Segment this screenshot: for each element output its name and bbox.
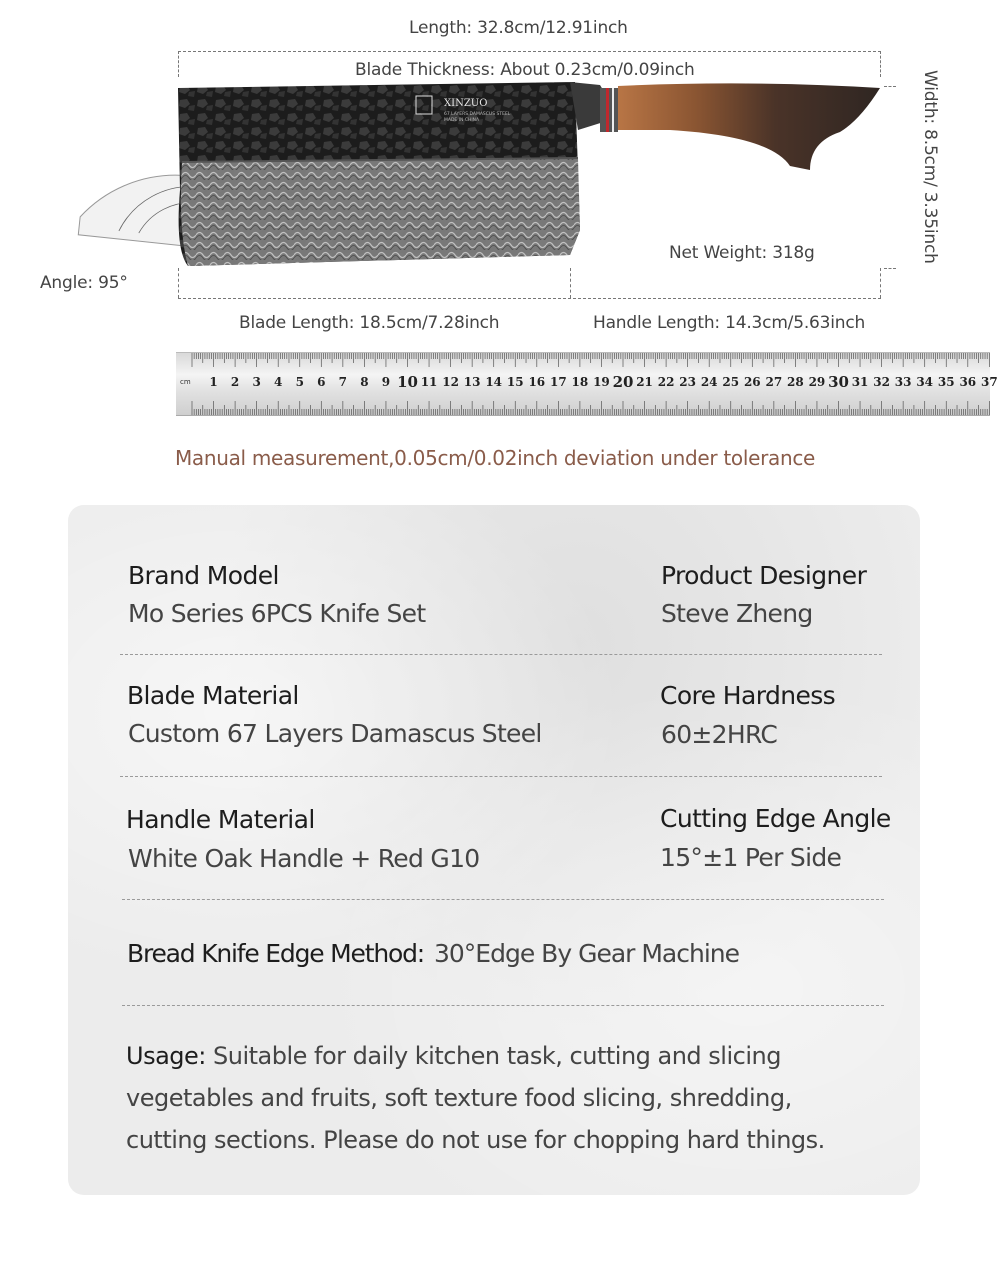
width-label: Width: 8.5cm/ 3.35inch (920, 70, 940, 264)
net-weight-label: Net Weight: 318g (669, 243, 815, 263)
ruler-number: 12 (442, 375, 459, 389)
ruler-number: 28 (787, 375, 804, 389)
blade-material-value: Custom 67 Layers Damascus Steel (128, 719, 542, 748)
separator (122, 899, 884, 900)
knife-illustration (70, 70, 890, 280)
ruler-number: 22 (657, 375, 675, 389)
ruler-number: 3 (252, 375, 261, 389)
ruler-number: 27 (765, 375, 783, 389)
ruler-number: 25 (722, 375, 740, 389)
ruler-number: 24 (700, 375, 718, 389)
ruler-number: 20 (612, 373, 634, 391)
ruler-number: 10 (397, 373, 418, 391)
ruler-number: 11 (420, 375, 438, 389)
ruler-number: 17 (549, 375, 567, 389)
ruler-number: 18 (571, 375, 589, 389)
ruler-number: 33 (894, 375, 912, 389)
ruler-number: 16 (528, 375, 546, 389)
ruler-number: 6 (317, 375, 326, 389)
separator (120, 776, 882, 777)
handle-material-value: White Oak Handle + Red G10 (128, 844, 480, 873)
core-hardness-title: Core Hardness (660, 681, 836, 710)
blade-length-label: Blade Length: 18.5cm/7.28inch (239, 313, 500, 333)
core-hardness-value: 60±2HRC (661, 720, 778, 749)
blade-thickness-label: Blade Thickness: About 0.23cm/0.09inch (355, 60, 695, 80)
usage-text: Suitable for daily kitchen task, cutting and slicing vegetables and fruits, soft texture food slicing, shredding, cutting sections. Please do not use for chopping hard things. (126, 1042, 825, 1154)
handle-length-label: Handle Length: 14.3cm/5.63inch (593, 313, 866, 333)
blade-material-title: Blade Material (127, 681, 299, 710)
handle-material-title: Handle Material (126, 805, 315, 834)
ruler-number: 19 (593, 375, 610, 389)
separator (122, 1005, 884, 1006)
ruler-number: 37 (980, 375, 998, 389)
designer-title: Product Designer (661, 561, 867, 590)
usage-paragraph (126, 1035, 866, 1161)
ruler-number: 29 (808, 375, 826, 389)
lower-dashline (178, 298, 881, 299)
ruler-number: 13 (463, 375, 481, 389)
ruler-number: 7 (338, 375, 348, 389)
ruler-number: 36 (959, 375, 977, 389)
ruler-number: 9 (381, 375, 391, 389)
ruler-number: 35 (937, 375, 955, 389)
ruler-number: 4 (274, 375, 283, 389)
ruler-number: 30 (828, 373, 849, 391)
ruler-number: 5 (295, 375, 304, 389)
ruler-number: 15 (506, 375, 524, 389)
ruler-number: 1 (209, 375, 218, 389)
ruler-number: 32 (873, 375, 890, 389)
ruler-number: 26 (743, 375, 761, 389)
svg-text:67 LAYERS DAMASCUS STEEL: 67 LAYERS DAMASCUS STEEL (444, 112, 511, 117)
angle-label: Angle: 95° (40, 273, 128, 293)
separator (120, 654, 882, 655)
measurement-note: Manual measurement,0.05cm/0.02inch deviation under tolerance (174, 446, 816, 470)
length-dashline (178, 51, 881, 52)
ruler-number: 8 (360, 375, 369, 389)
ruler-number: 23 (679, 375, 696, 389)
ruler-number: 31 (851, 375, 869, 389)
ruler-number: 2 (230, 375, 240, 389)
brand-model-title: Brand Model (128, 561, 279, 590)
ruler-number: 21 (636, 375, 653, 389)
bread-edge-value: 30°Edge By Gear Machine (434, 939, 740, 968)
length-label: Length: 32.8cm/12.91inch (409, 18, 628, 38)
ruler-unit-label: cm (180, 378, 191, 386)
brand-model-value: Mo Series 6PCS Knife Set (128, 599, 426, 628)
svg-text:XINZUO: XINZUO (444, 98, 488, 109)
ruler-number: 14 (485, 375, 503, 389)
edge-angle-value: 15°±1 Per Side (660, 843, 842, 872)
usage-title: Usage: (126, 1042, 206, 1070)
designer-value: Steve Zheng (661, 599, 813, 628)
ruler (176, 352, 998, 416)
edge-angle-title: Cutting Edge Angle (660, 804, 891, 833)
bread-edge-title: Bread Knife Edge Method: (127, 939, 424, 968)
ruler-number: 34 (916, 375, 934, 389)
svg-text:MADE IN CHINA: MADE IN CHINA (444, 118, 480, 123)
